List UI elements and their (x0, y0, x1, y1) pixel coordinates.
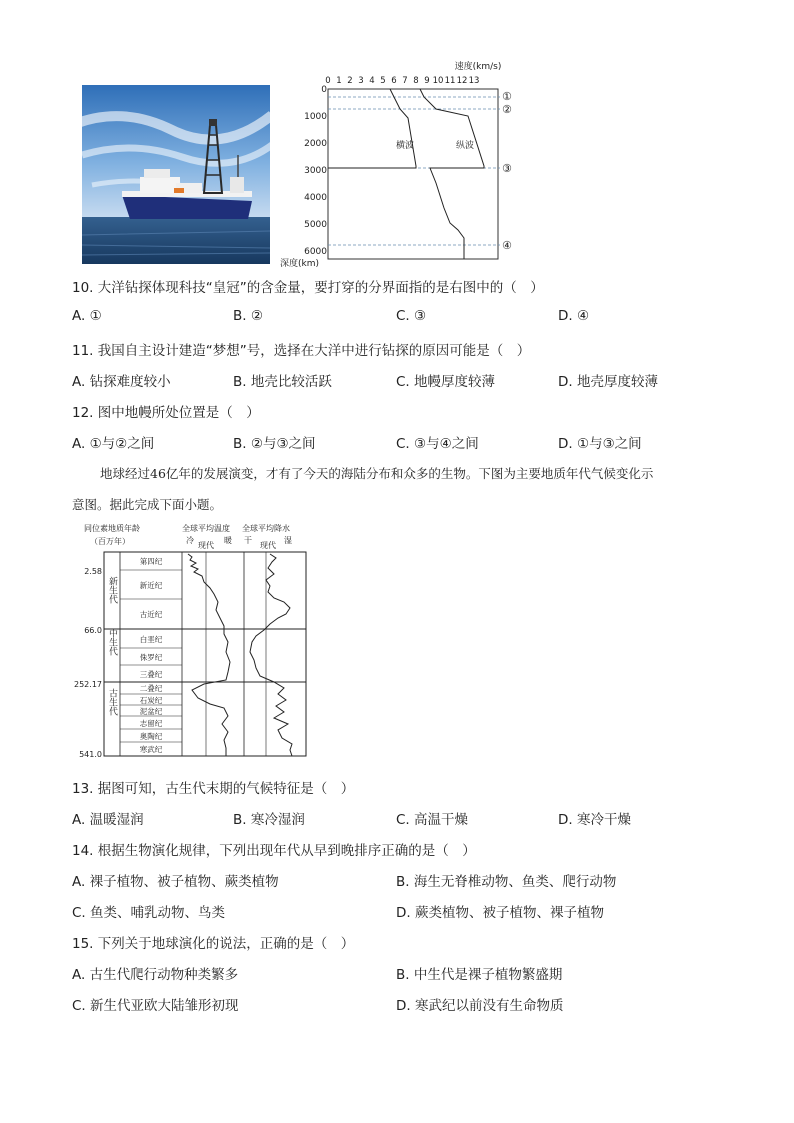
x-tick-2: 2 (347, 76, 353, 86)
geologic-climate-figure (74, 522, 318, 762)
age-title-1: 同位素地质年龄 (84, 524, 140, 533)
q10-option-d[interactable]: D. ④ (558, 308, 590, 324)
marker-2: ② (502, 103, 512, 116)
prec-title: 全球平均降水 (242, 524, 290, 533)
era-cenozoic: 新生代 (107, 576, 117, 604)
x-tick-6: 6 (391, 76, 397, 86)
p-wave-label: 纵波 (456, 141, 475, 151)
period-silurian: 志留纪 (139, 719, 163, 728)
y-axis-title: 深度(km) (280, 259, 320, 269)
y-tick-labels (304, 85, 327, 257)
marker-1: ① (502, 90, 512, 103)
x-tick-11: 11 (444, 76, 456, 86)
y-tick-3: 3000 (304, 166, 327, 176)
period-neogene: 新近纪 (139, 581, 163, 590)
period-cretaceous: 白垩纪 (139, 635, 163, 644)
q12-option-b[interactable]: B. ②与③之间 (233, 436, 316, 452)
y-tick-5: 5000 (304, 220, 327, 230)
p-wave-curve (420, 89, 484, 259)
y-tick-0: 0 (321, 85, 327, 95)
age-541.0: 541.0 (79, 750, 102, 759)
x-tick-10: 10 (432, 76, 444, 86)
age-66.0: 66.0 (84, 626, 102, 635)
age-252.17: 252.17 (74, 680, 102, 689)
period-triassic: 三叠纪 (139, 670, 163, 679)
intro-line-2: 意图。据此完成下面小题。 (72, 497, 223, 512)
x-tick-12: 12 (456, 76, 468, 86)
q15-option-c[interactable]: C. 新生代亚欧大陆雏形初现 (72, 998, 239, 1014)
boundary-lines (328, 97, 500, 245)
y-tick-1: 1000 (304, 112, 327, 122)
q10-option-a[interactable]: A. ① (72, 308, 102, 324)
period-ordovician: 奥陶纪 (139, 732, 163, 741)
q11-option-b[interactable]: B. 地壳比较活跃 (233, 374, 332, 390)
q12-option-a[interactable]: A. ①与②之间 (72, 436, 155, 452)
x-tick-7: 7 (402, 76, 408, 86)
q14-stem: 14. 根据生物演化规律，下列出现年代从早到晚排序正确的是（ ） (72, 843, 476, 859)
age-title-2: （百万年） (90, 537, 130, 546)
x-axis-title: 速度(km/s) (454, 62, 502, 72)
temp-cold: 冷 (186, 536, 194, 545)
x-tick-5: 5 (380, 76, 386, 86)
q15-stem: 15. 下列关于地球演化的说法，正确的是（ ） (72, 936, 355, 952)
q13-option-d[interactable]: D. 寒冷干燥 (558, 812, 631, 828)
x-tick-9: 9 (424, 76, 430, 86)
q14-option-b[interactable]: B. 海生无脊椎动物、鱼类、爬行动物 (396, 874, 617, 890)
q13-option-a[interactable]: A. 温暖湿润 (72, 812, 144, 828)
period-devonian: 泥盆纪 (139, 707, 163, 716)
period-quaternary: 第四纪 (139, 557, 163, 566)
q10-stem: 10. 大洋钻探体现科技“皇冠”的含金量，要打穿的分界面指的是右图中的（ ） (72, 280, 544, 296)
temperature-curve (188, 554, 230, 756)
y-tick-6: 6000 (304, 247, 327, 257)
x-tick-1: 1 (336, 76, 342, 86)
q14-option-a[interactable]: A. 裸子植物、被子植物、蕨类植物 (72, 874, 279, 890)
q12-stem: 12. 图中地幔所处位置是（ ） (72, 405, 260, 421)
x-tick-labels (325, 76, 479, 86)
period-permian: 二叠纪 (139, 684, 163, 693)
prec-dry: 干 (244, 536, 252, 545)
temp-now: 现代 (198, 541, 214, 550)
q11-stem: 11. 我国自主设计建造“梦想”号，选择在大洋中进行钻探的原因可能是（ ） (72, 343, 531, 359)
precipitation-curve (250, 554, 292, 756)
x-tick-8: 8 (413, 76, 419, 86)
q12-option-c[interactable]: C. ③与④之间 (396, 436, 479, 452)
temp-warm: 暖 (224, 536, 232, 545)
prec-wet: 湿 (284, 536, 292, 545)
x-tick-3: 3 (358, 76, 364, 86)
y-tick-4: 4000 (304, 193, 327, 203)
q14-option-d[interactable]: D. 蕨类植物、被子植物、裸子植物 (396, 905, 604, 921)
q15-option-d[interactable]: D. 寒武纪以前没有生命物质 (396, 998, 564, 1014)
intro-line-1: 地球经过46亿年的发展演变，才有了今天的海陆分布和众多的生物。下图为主要地质年代气候变化示 (100, 466, 654, 481)
q11-option-d[interactable]: D. 地壳厚度较薄 (558, 374, 658, 390)
prec-now: 现代 (260, 541, 276, 550)
x-tick-13: 13 (468, 76, 480, 86)
x-tick-0: 0 (325, 76, 331, 86)
s-wave-label: 横波 (396, 141, 415, 151)
x-tick-4: 4 (369, 76, 375, 86)
q10-option-c[interactable]: C. ③ (396, 308, 427, 324)
q15-option-a[interactable]: A. 古生代爬行动物种类繁多 (72, 967, 239, 983)
q13-stem: 13. 据图可知，古生代末期的气候特征是（ ） (72, 781, 355, 797)
marker-4: ④ (502, 239, 512, 252)
q13-option-b[interactable]: B. 寒冷湿润 (233, 812, 305, 828)
q11-option-c[interactable]: C. 地幔厚度较薄 (396, 374, 496, 390)
era-paleozoic: 古生代 (107, 688, 117, 716)
period-paleogene: 古近纪 (139, 610, 163, 619)
q15-option-b[interactable]: B. 中生代是裸子植物繁盛期 (396, 967, 563, 983)
period-carboniferous: 石炭纪 (139, 696, 163, 705)
period-cambrian: 寒武纪 (139, 745, 163, 754)
period-jurassic: 侏罗纪 (139, 653, 163, 662)
q10-option-b[interactable]: B. ② (233, 308, 263, 324)
q13-option-c[interactable]: C. 高温干燥 (396, 812, 469, 828)
q14-option-c[interactable]: C. 鱼类、哺乳动物、鸟类 (72, 905, 226, 921)
marker-3: ③ (502, 162, 512, 175)
drilling-ship-photo (82, 85, 270, 264)
age-2.58: 2.58 (84, 567, 102, 576)
s-wave-curve (328, 89, 416, 168)
seismic-wave-figure (278, 58, 518, 268)
q12-option-d[interactable]: D. ①与③之间 (558, 436, 642, 452)
q11-option-a[interactable]: A. 钻探难度较小 (72, 374, 171, 390)
temp-title: 全球平均温度 (182, 524, 230, 533)
y-tick-2: 2000 (304, 139, 327, 149)
era-mesozoic: 中生代 (107, 628, 117, 656)
